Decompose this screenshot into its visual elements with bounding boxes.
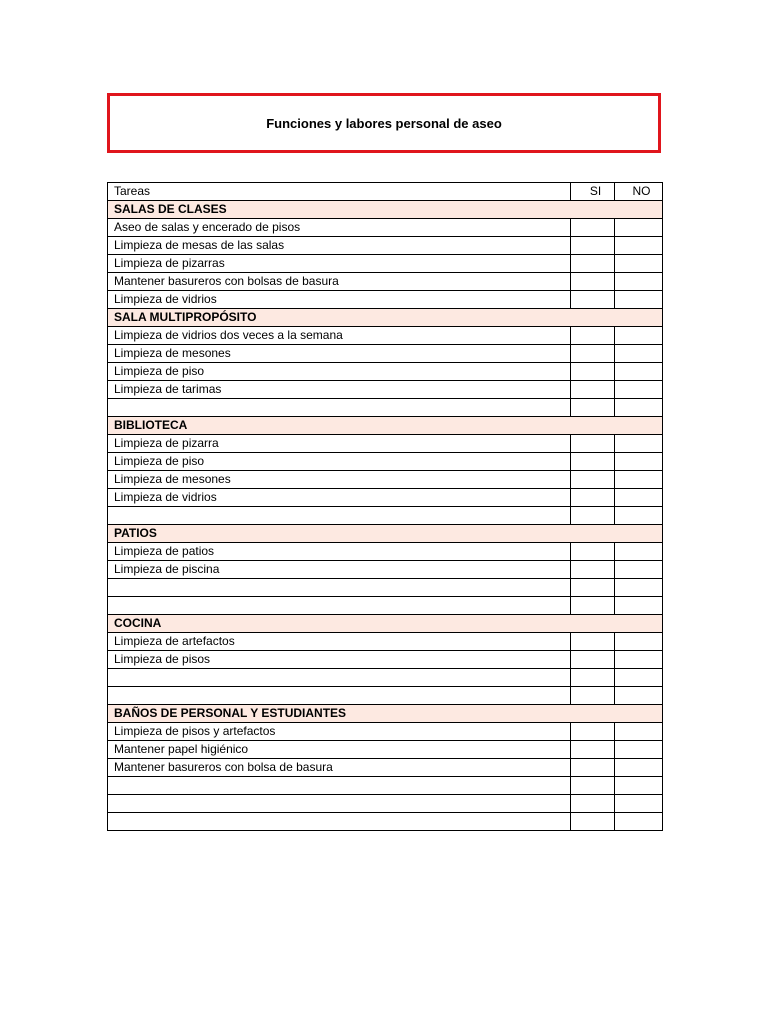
no-check-cell[interactable] xyxy=(615,291,663,309)
task-label: Limpieza de piso xyxy=(108,363,571,381)
no-check-cell[interactable] xyxy=(615,687,663,705)
task-label: Limpieza de artefactos xyxy=(108,633,571,651)
si-check-cell[interactable] xyxy=(571,471,615,489)
table-row xyxy=(108,291,663,309)
no-check-cell[interactable] xyxy=(615,363,663,381)
table-row xyxy=(108,561,663,579)
si-check-cell[interactable] xyxy=(571,255,615,273)
task-label: Mantener basureros con bolsas de basura xyxy=(108,273,571,291)
task-label xyxy=(108,597,571,615)
si-check-cell[interactable] xyxy=(571,489,615,507)
si-check-cell[interactable] xyxy=(571,327,615,345)
table-row xyxy=(108,687,663,705)
task-label: Limpieza de piso xyxy=(108,453,571,471)
task-label: Limpieza de vidrios xyxy=(108,489,571,507)
si-check-cell[interactable] xyxy=(571,669,615,687)
table-row xyxy=(108,669,663,687)
task-label xyxy=(108,507,571,525)
table-row xyxy=(108,633,663,651)
no-check-cell[interactable] xyxy=(615,453,663,471)
section-row xyxy=(108,309,663,327)
no-check-cell[interactable] xyxy=(615,219,663,237)
section-label: BIBLIOTECA xyxy=(108,417,663,435)
section-row xyxy=(108,615,663,633)
section-label: PATIOS xyxy=(108,525,663,543)
si-check-cell[interactable] xyxy=(571,597,615,615)
si-check-cell[interactable] xyxy=(571,543,615,561)
table-row xyxy=(108,651,663,669)
no-check-cell[interactable] xyxy=(615,237,663,255)
no-check-cell[interactable] xyxy=(615,669,663,687)
no-check-cell[interactable] xyxy=(615,255,663,273)
table-row xyxy=(108,813,663,831)
task-label xyxy=(108,579,571,597)
task-label: Mantener papel higiénico xyxy=(108,741,571,759)
no-check-cell[interactable] xyxy=(615,741,663,759)
si-check-cell[interactable] xyxy=(571,237,615,255)
si-check-cell[interactable] xyxy=(571,723,615,741)
task-label: Limpieza de patios xyxy=(108,543,571,561)
checklist-table xyxy=(107,182,663,831)
table-row xyxy=(108,543,663,561)
task-label xyxy=(108,669,571,687)
table-header-row xyxy=(108,183,663,201)
no-check-cell[interactable] xyxy=(615,399,663,417)
si-check-cell[interactable] xyxy=(571,363,615,381)
section-row xyxy=(108,417,663,435)
si-check-cell[interactable] xyxy=(571,777,615,795)
task-label: Limpieza de mesones xyxy=(108,345,571,363)
header-task: Tareas xyxy=(108,183,571,201)
header-no: NO xyxy=(615,183,663,201)
no-check-cell[interactable] xyxy=(615,795,663,813)
si-check-cell[interactable] xyxy=(571,345,615,363)
table-row xyxy=(108,471,663,489)
table-row xyxy=(108,777,663,795)
no-check-cell[interactable] xyxy=(615,471,663,489)
si-check-cell[interactable] xyxy=(571,435,615,453)
table-row xyxy=(108,795,663,813)
si-check-cell[interactable] xyxy=(571,507,615,525)
si-check-cell[interactable] xyxy=(571,741,615,759)
section-label: SALAS DE CLASES xyxy=(108,201,663,219)
no-check-cell[interactable] xyxy=(615,561,663,579)
si-check-cell[interactable] xyxy=(571,399,615,417)
no-check-cell[interactable] xyxy=(615,327,663,345)
si-check-cell[interactable] xyxy=(571,633,615,651)
table-row xyxy=(108,579,663,597)
section-label: BAÑOS DE PERSONAL Y ESTUDIANTES xyxy=(108,705,663,723)
task-label: Limpieza de vidrios dos veces a la semana xyxy=(108,327,571,345)
si-check-cell[interactable] xyxy=(571,381,615,399)
no-check-cell[interactable] xyxy=(615,723,663,741)
task-label xyxy=(108,795,571,813)
no-check-cell[interactable] xyxy=(615,345,663,363)
table-row xyxy=(108,345,663,363)
si-check-cell[interactable] xyxy=(571,651,615,669)
table-row xyxy=(108,363,663,381)
no-check-cell[interactable] xyxy=(615,813,663,831)
task-label: Limpieza de tarimas xyxy=(108,381,571,399)
section-row xyxy=(108,201,663,219)
no-check-cell[interactable] xyxy=(615,579,663,597)
no-check-cell[interactable] xyxy=(615,273,663,291)
table-row xyxy=(108,255,663,273)
si-check-cell[interactable] xyxy=(571,687,615,705)
no-check-cell[interactable] xyxy=(615,381,663,399)
section-row xyxy=(108,705,663,723)
task-label: Limpieza de pisos xyxy=(108,651,571,669)
table-row xyxy=(108,741,663,759)
si-check-cell[interactable] xyxy=(571,291,615,309)
table-row xyxy=(108,273,663,291)
si-check-cell[interactable] xyxy=(571,795,615,813)
table-row xyxy=(108,597,663,615)
table-row xyxy=(108,759,663,777)
table-row xyxy=(108,723,663,741)
no-check-cell[interactable] xyxy=(615,597,663,615)
no-check-cell[interactable] xyxy=(615,759,663,777)
header-si: SI xyxy=(571,183,615,201)
task-label xyxy=(108,687,571,705)
table-row xyxy=(108,237,663,255)
section-label: COCINA xyxy=(108,615,663,633)
si-check-cell[interactable] xyxy=(571,813,615,831)
table-row xyxy=(108,507,663,525)
task-label xyxy=(108,813,571,831)
task-label: Limpieza de mesones xyxy=(108,471,571,489)
no-check-cell[interactable] xyxy=(615,507,663,525)
title-box xyxy=(107,93,661,153)
no-check-cell[interactable] xyxy=(615,633,663,651)
si-check-cell[interactable] xyxy=(571,273,615,291)
task-label: Aseo de salas y encerado de pisos xyxy=(108,219,571,237)
no-check-cell[interactable] xyxy=(615,777,663,795)
table-row xyxy=(108,219,663,237)
table-row xyxy=(108,327,663,345)
task-label xyxy=(108,777,571,795)
task-label: Limpieza de vidrios xyxy=(108,291,571,309)
section-row xyxy=(108,525,663,543)
si-check-cell[interactable] xyxy=(571,561,615,579)
task-label: Mantener basureros con bolsa de basura xyxy=(108,759,571,777)
task-label: Limpieza de pizarras xyxy=(108,255,571,273)
page-title: Funciones y labores personal de aseo xyxy=(266,115,502,131)
task-label: Limpieza de mesas de las salas xyxy=(108,237,571,255)
task-label: Limpieza de piscina xyxy=(108,561,571,579)
table-row xyxy=(108,489,663,507)
task-label xyxy=(108,399,571,417)
table-row xyxy=(108,381,663,399)
no-check-cell[interactable] xyxy=(615,435,663,453)
no-check-cell[interactable] xyxy=(615,489,663,507)
table-row xyxy=(108,435,663,453)
si-check-cell[interactable] xyxy=(571,219,615,237)
table-row xyxy=(108,453,663,471)
no-check-cell[interactable] xyxy=(615,651,663,669)
si-check-cell[interactable] xyxy=(571,579,615,597)
table-row xyxy=(108,399,663,417)
si-check-cell[interactable] xyxy=(571,453,615,471)
section-label: SALA MULTIPROPÓSITO xyxy=(108,309,663,327)
si-check-cell[interactable] xyxy=(571,759,615,777)
no-check-cell[interactable] xyxy=(615,543,663,561)
task-label: Limpieza de pisos y artefactos xyxy=(108,723,571,741)
task-label: Limpieza de pizarra xyxy=(108,435,571,453)
